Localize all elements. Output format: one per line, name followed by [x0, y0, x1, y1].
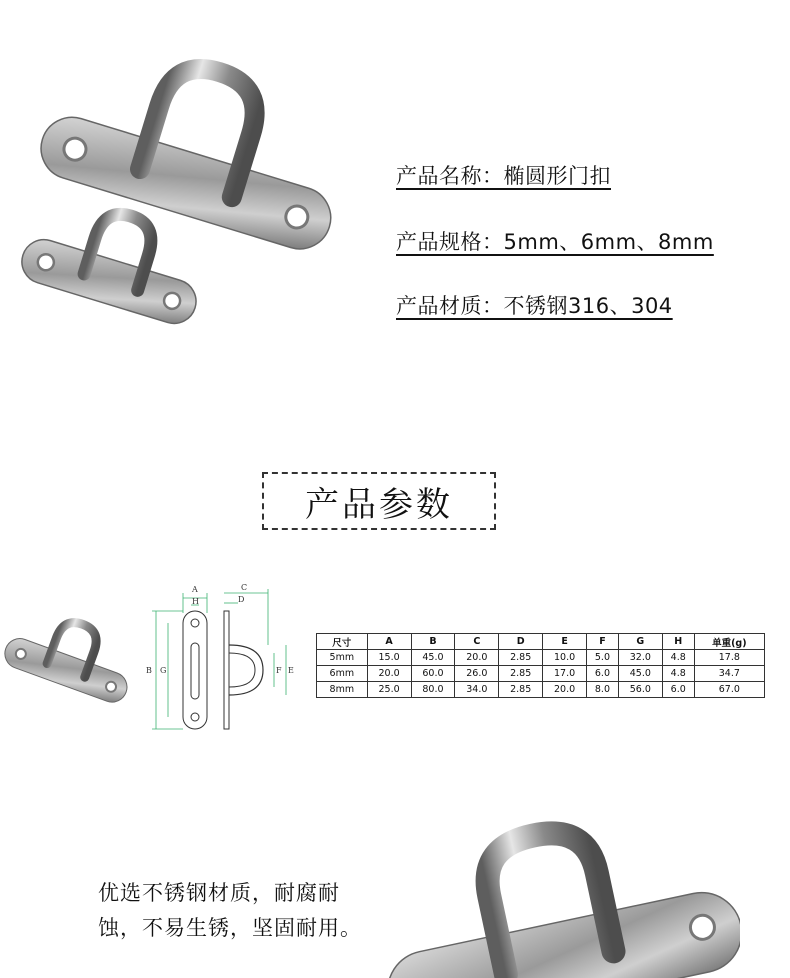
table-cell: 26.0	[455, 666, 499, 682]
table-cell: 32.0	[618, 650, 662, 666]
table-cell: 2.85	[499, 666, 543, 682]
diagram-label-f: F	[276, 666, 282, 675]
table-header: E	[543, 634, 587, 650]
diagram-label-h: H	[192, 597, 199, 606]
table-header: G	[618, 634, 662, 650]
table-cell: 2.85	[499, 682, 543, 698]
table-header: A	[367, 634, 411, 650]
table-cell: 17.8	[694, 650, 764, 666]
table-cell: 5mm	[317, 650, 368, 666]
product-name: 产品名称：椭圆形门扣	[396, 164, 611, 188]
table-row	[317, 666, 765, 682]
table-cell: 67.0	[694, 682, 764, 698]
dimension-diagram	[138, 583, 310, 733]
table-cell: 45.0	[618, 666, 662, 682]
table-row	[317, 682, 765, 698]
table-cell: 20.0	[543, 682, 587, 698]
diagram-label-c: C	[241, 583, 248, 592]
table-header: F	[587, 634, 619, 650]
table-cell: 6mm	[317, 666, 368, 682]
table-cell: 15.0	[367, 650, 411, 666]
diagram-label-g: G	[160, 666, 167, 675]
section-title: 产品参数	[262, 472, 496, 530]
table-cell: 60.0	[411, 666, 455, 682]
table-cell: 20.0	[367, 666, 411, 682]
table-cell: 34.7	[694, 666, 764, 682]
table-cell: 6.0	[662, 682, 694, 698]
table-cell: 25.0	[367, 682, 411, 698]
feature-description: 优选不锈钢材质，耐腐耐蚀，不易生锈，坚固耐用。	[98, 881, 362, 940]
table-cell: 8.0	[587, 682, 619, 698]
diagram-label-e: E	[288, 666, 294, 675]
table-cell: 56.0	[618, 682, 662, 698]
product-photo-closeup	[380, 808, 740, 978]
table-header: 尺寸	[317, 634, 368, 650]
table-cell: 2.85	[499, 650, 543, 666]
table-cell: 8mm	[317, 682, 368, 698]
parameter-table	[316, 633, 765, 698]
product-size: 产品规格：5mm、6mm、8mm	[396, 230, 714, 254]
table-header: D	[499, 634, 543, 650]
table-cell: 20.0	[455, 650, 499, 666]
diagram-label-b: B	[146, 666, 152, 675]
table-cell: 45.0	[411, 650, 455, 666]
table-cell: 17.0	[543, 666, 587, 682]
table-header: B	[411, 634, 455, 650]
table-cell: 34.0	[455, 682, 499, 698]
table-cell: 4.8	[662, 650, 694, 666]
table-cell: 4.8	[662, 666, 694, 682]
product-photo-small	[0, 615, 130, 725]
table-cell: 5.0	[587, 650, 619, 666]
product-photo-pair	[10, 55, 340, 345]
table-header: H	[662, 634, 694, 650]
table-cell: 6.0	[587, 666, 619, 682]
table-cell: 80.0	[411, 682, 455, 698]
table-header: C	[455, 634, 499, 650]
diagram-label-a: A	[192, 585, 198, 594]
diagram-label-d: D	[238, 595, 245, 604]
table-header: 单重(g)	[694, 634, 764, 650]
product-material: 产品材质：不锈钢316、304	[396, 294, 673, 318]
table-cell: 10.0	[543, 650, 587, 666]
table-header-row	[317, 634, 765, 650]
table-row	[317, 650, 765, 666]
